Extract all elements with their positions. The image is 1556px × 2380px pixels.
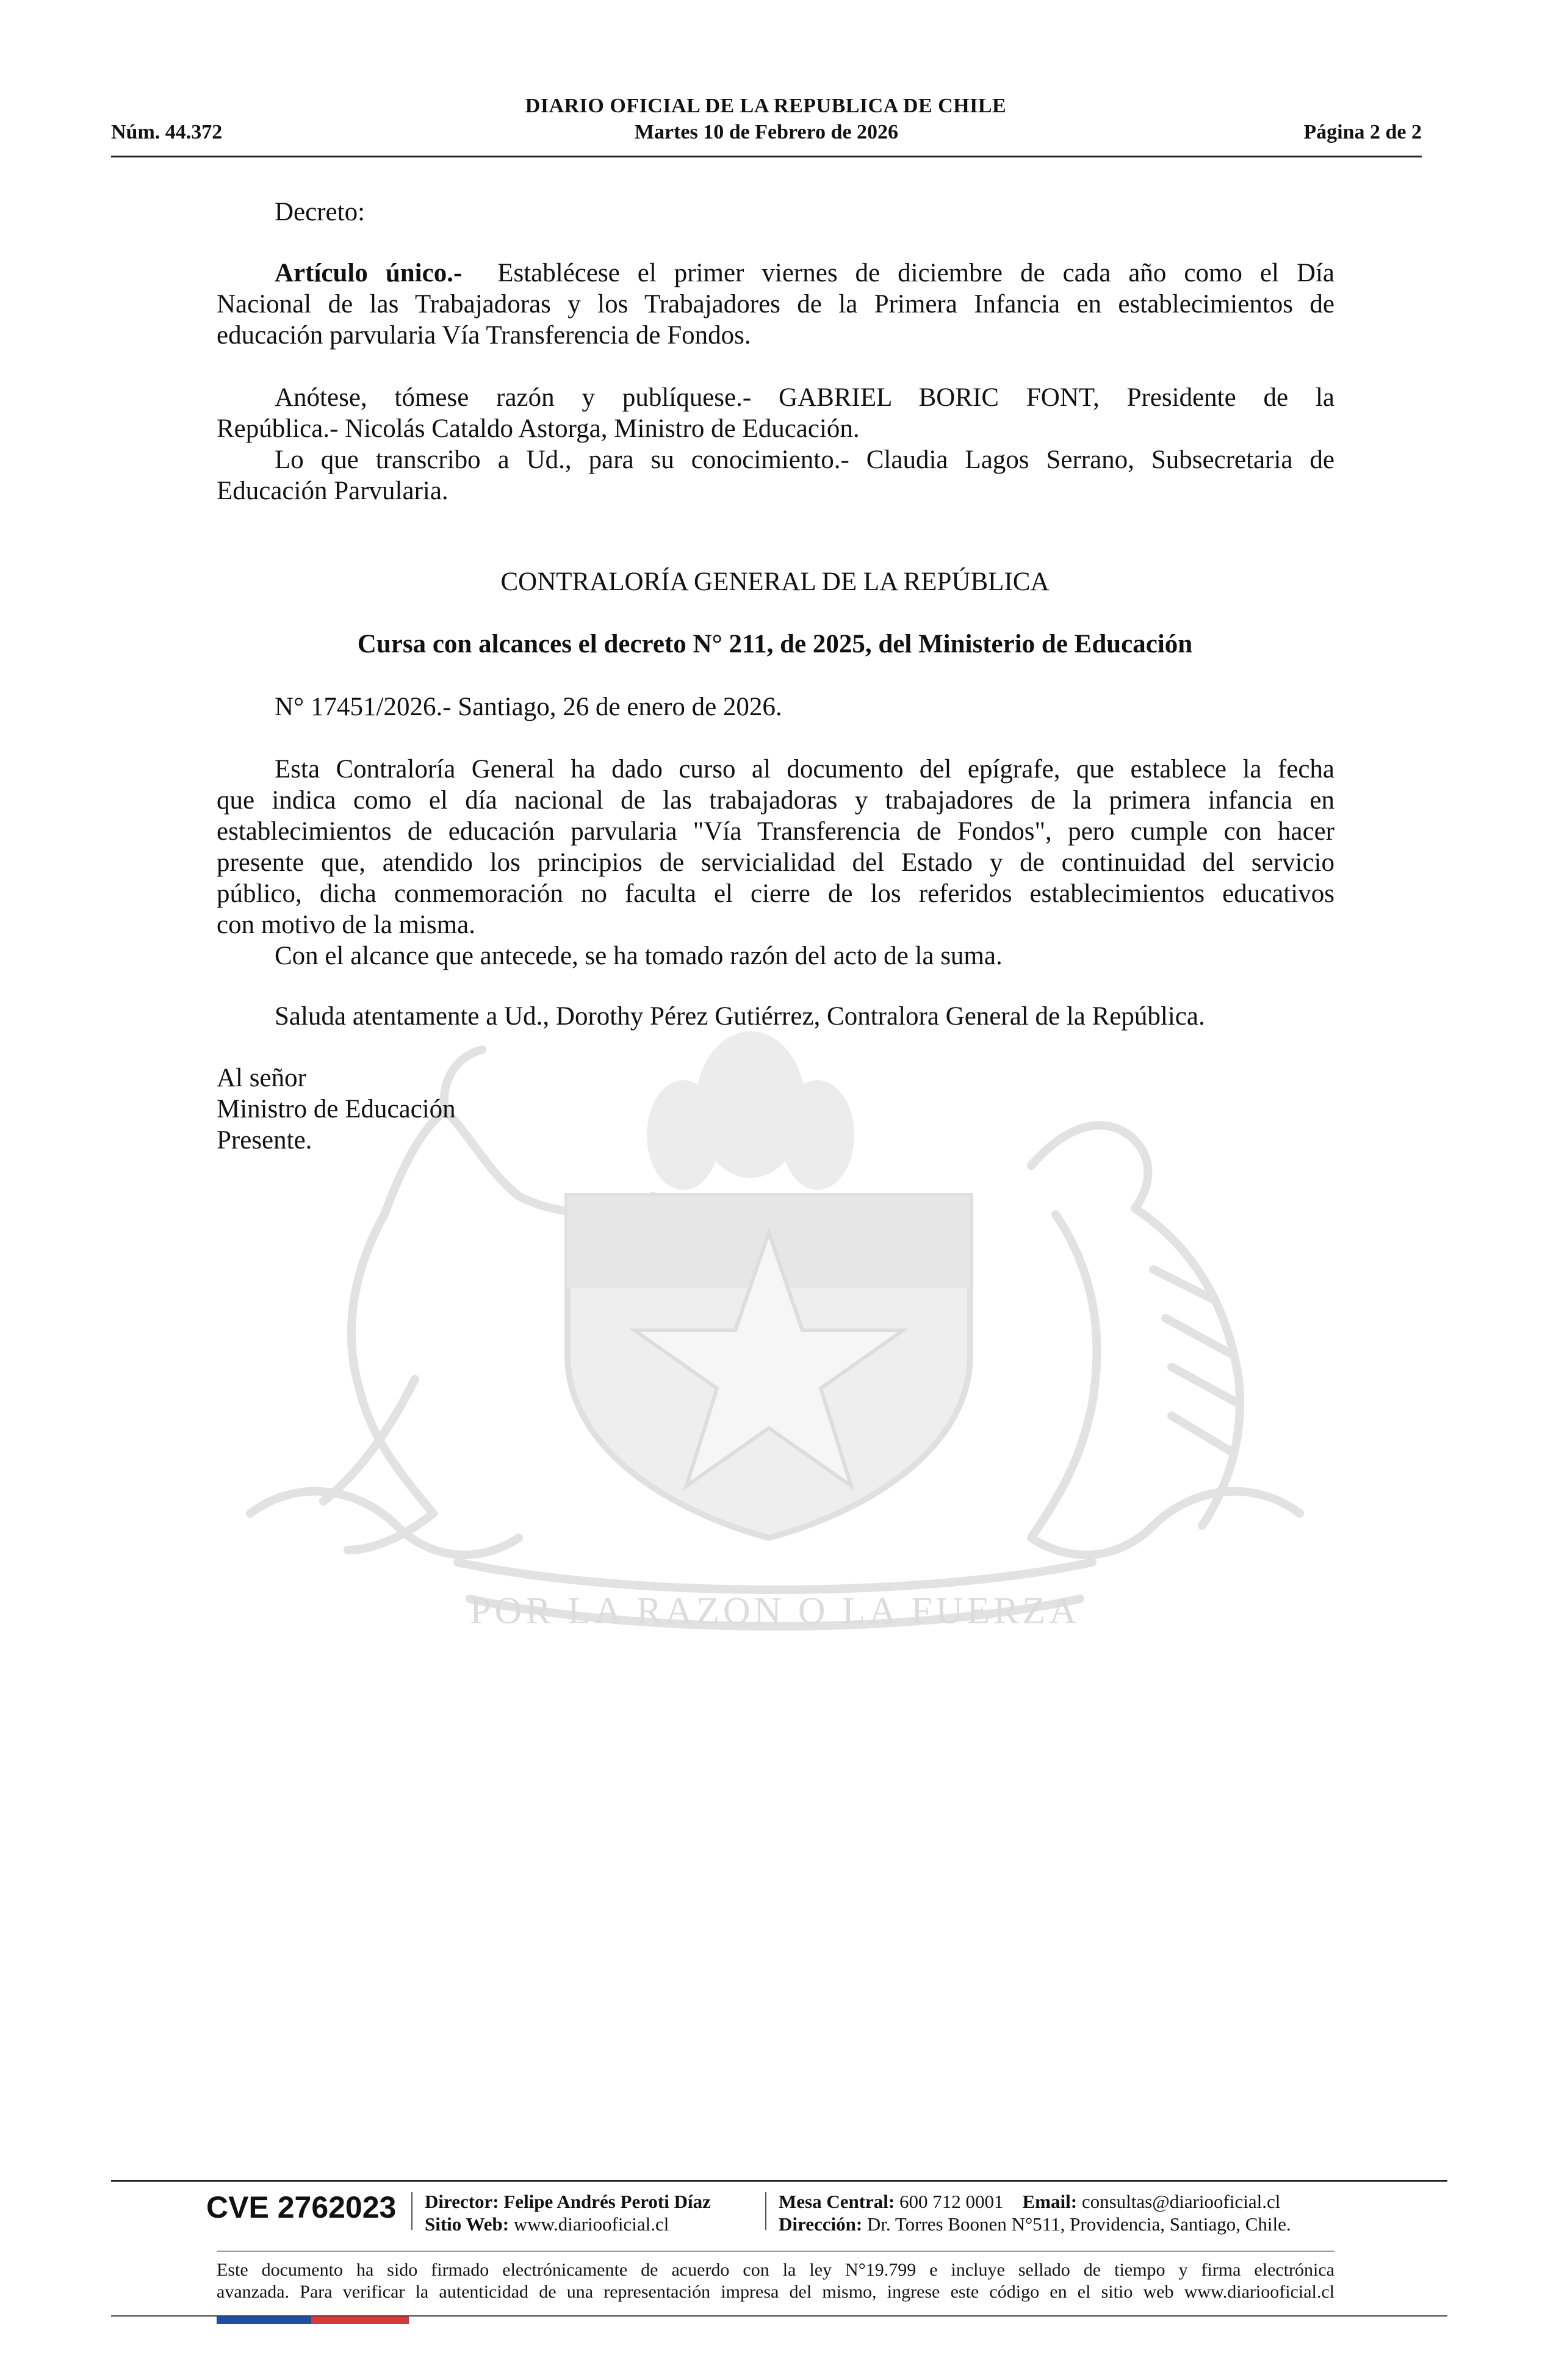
mesa-phone: 600 712 0001 <box>899 2191 1004 2212</box>
paragraph-line-5: público, dicha conmemoración no faculta el cierre de los referidos establecimientos educativos <box>217 879 1334 908</box>
footer-director-block <box>425 2190 711 2235</box>
email-link[interactable]: consultas@diariooficial.cl <box>1081 2191 1281 2212</box>
paragraph-line-6: con motivo de la misma. <box>217 911 475 939</box>
flag-stripe-red <box>311 2317 409 2324</box>
signature-note-line-2: avanzada. Para verificar la autenticidad de una representación impresa del mismo, ingrese este código en el sitio web www.diariooficial.cl <box>217 2282 1334 2302</box>
paragraph-line-4: presente que, atendido los principios de servicialidad del Estado y de continuidad del servicio <box>217 848 1334 877</box>
decree-label: Decreto: <box>275 198 366 226</box>
signoff-block <box>217 382 1334 507</box>
footer-top-rule <box>111 2180 1447 2182</box>
alcance-line: Con el alcance que antecede, se ha tomado razón del acto de la suma. <box>275 942 1003 970</box>
web-link[interactable]: www.diariooficial.cl <box>513 2213 669 2235</box>
saluda-line: Saluda atentamente a Ud., Dorothy Pérez Gutiérrez, Contralora General de la República. <box>275 1002 1205 1031</box>
page-indicator: Página 2 de 2 <box>1303 121 1422 143</box>
footer-mid-rule <box>217 2251 1334 2252</box>
publication-title: DIARIO OFICIAL DE LA REPUBLICA DE CHILE <box>525 95 1007 117</box>
address-label: Dirección: <box>779 2213 863 2235</box>
transcribe-line-2: Educación Parvularia. <box>217 477 448 505</box>
web-label: Sitio Web: <box>425 2213 510 2235</box>
director-label: Director: <box>425 2191 499 2212</box>
paragraph-line-3: establecimientos de educación parvularia "Vía Transferencia de Fondos", pero cumple con hacer <box>217 817 1334 846</box>
contraloria-subheading: Cursa con alcances el decreto N° 211, de 2025, del Ministerio de Educación <box>357 630 1193 658</box>
issue-date: Martes 10 de Febrero de 2026 <box>634 121 899 143</box>
signature-note-line-1: Este documento ha sido firmado electrónicamente de acuerdo con la ley N°19.799 e incluye sellado de tiempo y firma electrónica <box>217 2260 1334 2280</box>
article-line-2: Nacional de las Trabajadoras y los Trabajadores de la Primera Infancia en establecimientos de <box>217 290 1334 319</box>
address-value: Dr. Torres Boonen N°511, Providencia, Santiago, Chile. <box>866 2213 1291 2235</box>
issue-number: Núm. 44.372 <box>111 121 223 143</box>
addressee-block <box>217 1062 456 1156</box>
contraloria-heading: CONTRALORÍA GENERAL DE LA REPÚBLICA <box>500 568 1050 596</box>
paragraph-line-2: que indica como el día nacional de las trabajadoras y trabajadores de la primera infancia en <box>217 786 1334 815</box>
director-name: Felipe Andrés Peroti Díaz <box>503 2191 711 2212</box>
addressee-line-3: Presente. <box>217 1126 312 1155</box>
article-title: Artículo único.- <box>275 259 463 287</box>
header-divider <box>111 156 1422 157</box>
signoff-line-2: República.- Nicolás Cataldo Astorga, Ministro de Educación. <box>217 414 860 443</box>
footer-contact-block <box>779 2190 1291 2235</box>
signature-note <box>217 2259 1334 2303</box>
article-line-1: Artículo único.- Establécese el primer viernes de diciembre de cada año como el Día <box>275 259 1334 287</box>
transcribe-line-1: Lo que transcribo a Ud., para su conocimiento.- Claudia Lagos Serrano, Subsecretaria de <box>275 445 1334 474</box>
reference-line: N° 17451/2026.- Santiago, 26 de enero de 2026. <box>275 693 782 721</box>
cve-code: CVE 2762023 <box>206 2190 397 2224</box>
signoff-line-1: Anótese, tómese razón y publíquese.- GABRIEL BORIC FONT, Presidente de la <box>275 383 1334 412</box>
paragraph-line-1: Esta Contraloría General ha dado curso al documento del epígrafe, que establece la fecha <box>275 755 1334 784</box>
watermark-motto: POR LA RAZON O LA FUERZA <box>469 1590 1081 1632</box>
contraloria-paragraph <box>217 754 1334 972</box>
footer-separator <box>411 2192 412 2230</box>
article-line-3: educación parvularia Vía Transferencia de Fondos. <box>217 321 751 350</box>
article-block <box>217 258 1334 351</box>
email-label: Email: <box>1022 2191 1078 2212</box>
mesa-label: Mesa Central: <box>779 2191 895 2212</box>
addressee-line-2: Ministro de Educación <box>217 1095 456 1123</box>
footer-separator <box>765 2192 766 2230</box>
flag-stripe-blue <box>217 2317 311 2324</box>
addressee-line-1: Al señor <box>217 1064 306 1092</box>
